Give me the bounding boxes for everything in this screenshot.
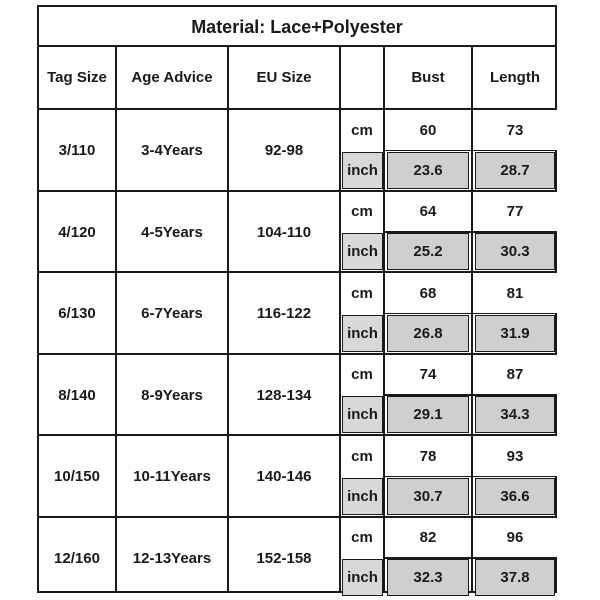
age-advice-cell: 4-5Years bbox=[141, 223, 203, 241]
unit-inch-label: inch bbox=[342, 559, 383, 596]
row-divider bbox=[383, 557, 557, 559]
bust-cm-value: 64 bbox=[385, 192, 471, 233]
length-cm-value: 73 bbox=[473, 110, 557, 151]
length-cm-value: 77 bbox=[473, 192, 557, 233]
tag-size-cell: 12/160 bbox=[54, 549, 100, 567]
length-inch-value: 37.8 bbox=[475, 559, 555, 596]
header-age-advice: Age Advice bbox=[131, 69, 213, 86]
unit-inch-label: inch bbox=[342, 233, 383, 270]
eu-size-cell: 128-134 bbox=[256, 386, 312, 404]
eu-size-cell: 116-122 bbox=[256, 305, 312, 323]
column-divider bbox=[227, 47, 229, 591]
unit-inch-label: inch bbox=[342, 396, 383, 433]
eu-size-cell: 92-98 bbox=[264, 142, 304, 160]
column-divider bbox=[383, 47, 385, 591]
unit-cm-label: cm bbox=[351, 284, 373, 302]
row-divider bbox=[383, 150, 557, 152]
eu-size-cell: 152-158 bbox=[256, 549, 312, 567]
eu-size-cell: 104-110 bbox=[256, 223, 312, 241]
bust-cm-value: 68 bbox=[385, 273, 471, 314]
eu-size-cell: 140-146 bbox=[256, 468, 312, 486]
row-divider bbox=[383, 313, 557, 315]
bust-inch-value: 26.8 bbox=[387, 315, 469, 352]
tag-size-cell: 8/140 bbox=[58, 386, 96, 404]
bust-cm-value: 82 bbox=[385, 518, 471, 559]
unit-inch-label: inch bbox=[342, 315, 383, 352]
bust-inch-value: 23.6 bbox=[387, 152, 469, 189]
header-bust: Bust bbox=[411, 69, 445, 86]
column-divider bbox=[471, 47, 473, 591]
bust-inch-value: 30.7 bbox=[387, 478, 469, 515]
unit-cm-label: cm bbox=[351, 203, 373, 221]
unit-inch-label: inch bbox=[342, 152, 383, 189]
length-cm-value: 81 bbox=[473, 273, 557, 314]
age-advice-cell: 3-4Years bbox=[141, 142, 203, 160]
tag-size-cell: 3/110 bbox=[58, 142, 96, 160]
column-divider bbox=[339, 47, 341, 591]
row-divider bbox=[383, 476, 557, 478]
column-divider bbox=[115, 47, 117, 591]
length-inch-value: 36.6 bbox=[475, 478, 555, 515]
age-advice-cell: 10-11Years bbox=[133, 468, 211, 486]
tag-size-cell: 4/120 bbox=[58, 223, 96, 241]
length-inch-value: 30.3 bbox=[475, 233, 555, 270]
bust-cm-value: 60 bbox=[385, 110, 471, 151]
length-cm-value: 93 bbox=[473, 436, 557, 477]
bust-inch-value: 32.3 bbox=[387, 559, 469, 596]
unit-inch-label: inch bbox=[342, 478, 383, 515]
header-unit bbox=[341, 47, 383, 108]
bust-cm-value: 78 bbox=[385, 436, 471, 477]
length-inch-value: 31.9 bbox=[475, 315, 555, 352]
header-length: Length bbox=[490, 69, 540, 86]
header-eu-size: EU Size bbox=[256, 69, 312, 86]
size-chart bbox=[37, 5, 557, 593]
length-inch-value: 28.7 bbox=[475, 152, 555, 189]
row-divider bbox=[383, 231, 557, 233]
unit-cm-label: cm bbox=[351, 447, 373, 465]
bust-inch-value: 29.1 bbox=[387, 396, 469, 433]
unit-cm-label: cm bbox=[351, 366, 373, 384]
age-advice-cell: 12-13Years bbox=[132, 549, 212, 567]
unit-cm-label: cm bbox=[351, 121, 373, 139]
age-advice-cell: 8-9Years bbox=[141, 386, 203, 404]
age-advice-cell: 6-7Years bbox=[141, 305, 203, 323]
length-cm-value: 87 bbox=[473, 355, 557, 396]
unit-cm-label: cm bbox=[351, 529, 373, 547]
bust-cm-value: 74 bbox=[385, 355, 471, 396]
chart-title: Material: Lace+Polyester bbox=[39, 7, 555, 47]
header-tag-size: Tag Size bbox=[47, 69, 107, 86]
row-divider bbox=[383, 394, 557, 396]
length-inch-value: 34.3 bbox=[475, 396, 555, 433]
tag-size-cell: 6/130 bbox=[58, 305, 96, 323]
bust-inch-value: 25.2 bbox=[387, 233, 469, 270]
tag-size-cell: 10/150 bbox=[54, 468, 100, 486]
length-cm-value: 96 bbox=[473, 518, 557, 559]
